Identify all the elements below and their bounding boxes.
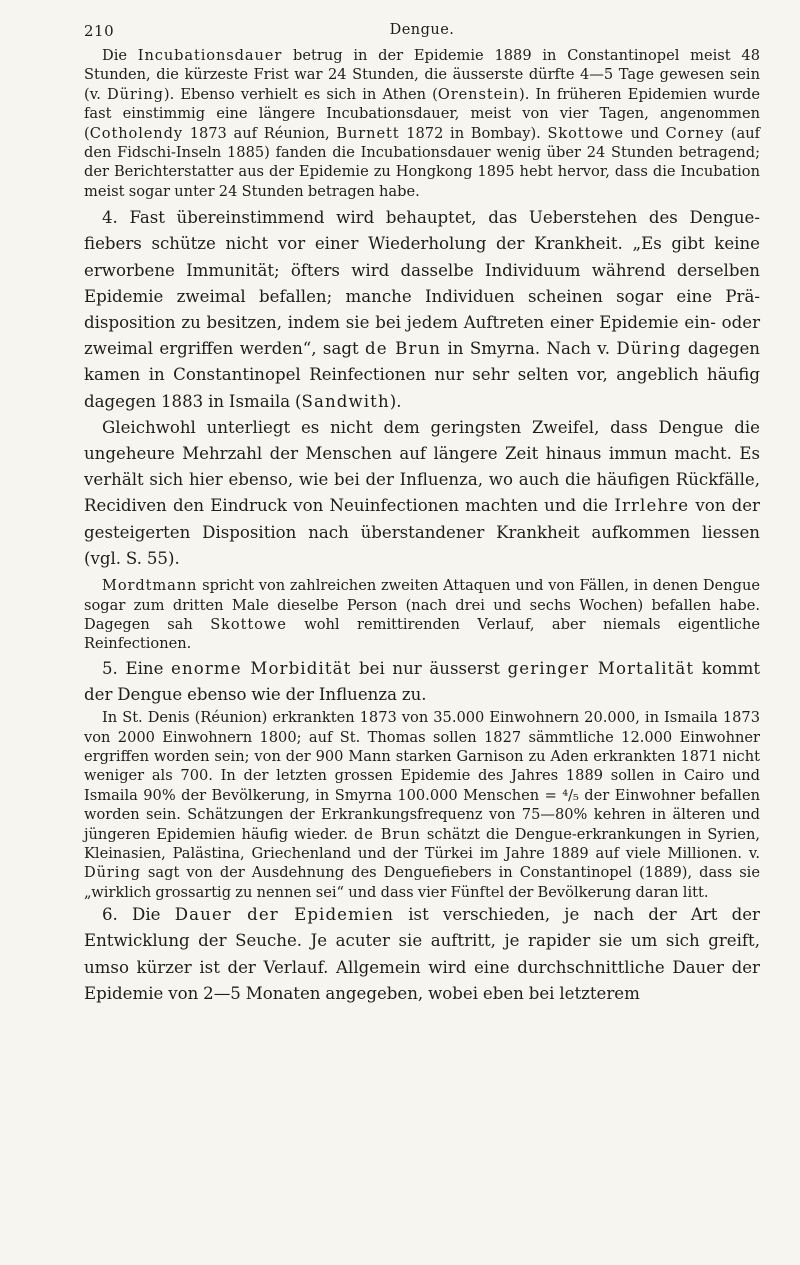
text-run: wohl remittirenden Verlauf, aber niemals eigentliche Reinfectionen. <box>84 615 760 653</box>
text-run: sagt von der Ausdehnung des Denguefiebers in Constantinopel (1889), dass sie „wirklich grossartig zu nennen sei“ und dass vier Fünftel der Bevölkerung daran litt. <box>84 864 760 901</box>
paragraph-immunity <box>84 205 760 415</box>
text-run: kommt der Dengue ebenso wie der Influenza zu. <box>84 658 760 704</box>
spaced-emphasis: Mordtmann <box>102 577 198 595</box>
text-run: betrug in der Epidemie 1889 in Constantinopel meist 48 Stunden, die kürzeste Frist war 24 Stunden, die äusserste dürfte 4—5 Tage gewesen sein (v. <box>84 47 760 103</box>
spaced-emphasis: Orenstein <box>437 85 520 103</box>
paragraph-morbidity <box>84 656 760 708</box>
text-run: ). In früheren Epidemien wurde fast einstimmig eine längere Incubationsdauer, meist von vier Tagen, angenommen ( <box>84 85 760 142</box>
paragraph-mordtmann <box>84 576 760 654</box>
spaced-emphasis: Irrlehre <box>614 496 690 516</box>
spaced-emphasis: Incubationsdauer <box>137 47 283 64</box>
text-run: (auf den Fidschi-Inseln 1885) fanden die Incubationsdauer wenig über 24 Stunden betragend; der Berichterstatter aus der Epidemie zu Hongkong 1895 hebt hervor, dass die Incubation meist sogar unter 24 Stunden betragen habe. <box>84 124 760 200</box>
text-run: In St. Denis (Réunion) erkrankten 1873 von 35.000 Einwohnern 20.000, in Ismaila 1873 von 2000 Einwohnern 1800; auf St. Thomas sollen 1827 sämmtliche 12.000 Einwohner ergriffen worden sein; von der 900 Mann starken Garnison zu Aden erkrankten 1871 nicht weniger als 700. In der letzten grossen Epidemie des Jahres 1889 sollen in Cairo und Ismaila 90% der Bevölkerung, in Smyrna 100.000 Menschen = ⁴/₅ der Einwohner befallen worden sein. Schätzungen der Erkrankungsfrequenz von 75—80% kehren in älteren und jüngeren Epidemien häufig wieder. <box>84 709 760 843</box>
paragraph-majority-immune <box>84 415 760 572</box>
text-run: ). Ebenso verhielt es sich in Athen ( <box>163 85 438 103</box>
text-run: 1872 in Bombay). <box>399 124 548 142</box>
running-head <box>84 20 760 46</box>
text-run: ist verschieden, je nach der Art der Entwicklung der Seuche. Je acuter sie auftritt, je rapider sie um sich greift, umso kürzer ist der Verlauf. Allgemein wird eine durchschnittliche Dauer der Epidemie von 2—5 Monaten angegeben, wobei eben bei letzterem <box>84 905 760 1003</box>
spaced-emphasis: Düring <box>84 864 141 882</box>
paragraph-incubation <box>84 46 760 201</box>
spaced-emphasis: Cotholendy <box>89 124 183 142</box>
spaced-emphasis: geringer Mortalität <box>507 658 695 678</box>
spaced-emphasis: enorme Morbidität <box>171 658 352 678</box>
spaced-emphasis: de Brun <box>353 825 421 843</box>
text-run: dagegen kamen in Constantinopel Reinfectionen nur sehr selten vor, angeblich häufig dagegen 1883 in Ismaila ( <box>84 339 760 411</box>
spaced-emphasis: Düring <box>616 339 682 359</box>
spaced-emphasis: Sandwith <box>301 391 390 411</box>
spaced-emphasis: de Brun <box>365 339 442 359</box>
paragraph-duration <box>84 902 760 1007</box>
text-run: 5. Eine <box>102 658 172 678</box>
text-run: spricht von zahlreichen zweiten Attaquen und von Fällen, in denen Dengue sogar zum dritten Male dieselbe Person (nach drei und sechs Wochen) befallen habe. Dagegen sah <box>84 577 760 633</box>
spaced-emphasis: Burnett <box>336 124 400 142</box>
text-run: schätzt die Dengue-erkrankungen in Syrien, Kleinasien, Palästina, Griechenland und der Türkei im Jahre 1889 auf viele Millionen. v. <box>84 825 760 862</box>
text-run: von der gesteigerten Disposition nach überstandener Krankheit aufkommen liessen (vgl. S. 55). <box>84 496 760 568</box>
page-number: 210 <box>84 22 115 40</box>
running-title: Dengue. <box>389 22 455 38</box>
text-run: in Smyrna. Nach v. <box>441 339 617 359</box>
spaced-emphasis: Skottowe <box>210 615 287 633</box>
text-run: 1873 auf Réunion, <box>183 124 337 142</box>
spaced-emphasis: Dauer der Epidemien <box>174 905 395 925</box>
spaced-emphasis: Skottowe <box>547 124 624 142</box>
text-run: ). <box>389 391 402 411</box>
text-run: Gleichwohl unterliegt es nicht dem geringsten Zweifel, dass Dengue die ungeheure Mehrzahl der Menschen auf längere Zeit hinaus immun macht. Es verhält sich hier ebenso, wie bei der Influenza, wo auch die häufigen Rückfälle, Recidiven den Eindruck von Neuinfectionen machten und die <box>84 417 760 516</box>
spaced-emphasis: Düring <box>107 85 164 103</box>
text-run: und <box>623 124 666 142</box>
text-run: bei nur äusserst <box>351 658 508 678</box>
text-run: 4. Fast übereinstimmend wird behauptet, das Ueberstehen des Dengue-fiebers schütze nicht vor einer Wiederholung der Krankheit. „Es gibt keine erworbene Immunität; öfters wird dasselbe Individuum während derselben Epidemie zweimal befallen; manche Individuen scheinen sogar eine Prä-disposition zu besitzen, indem sie bei jedem Auftreten einer Epidemie ein- oder zweimal ergriffen werden“, sagt <box>84 208 760 359</box>
paragraph-statistics <box>84 708 760 902</box>
text-run: Die <box>102 47 138 64</box>
spaced-emphasis: Corney <box>665 124 725 142</box>
text-run: 6. Die <box>102 905 175 925</box>
